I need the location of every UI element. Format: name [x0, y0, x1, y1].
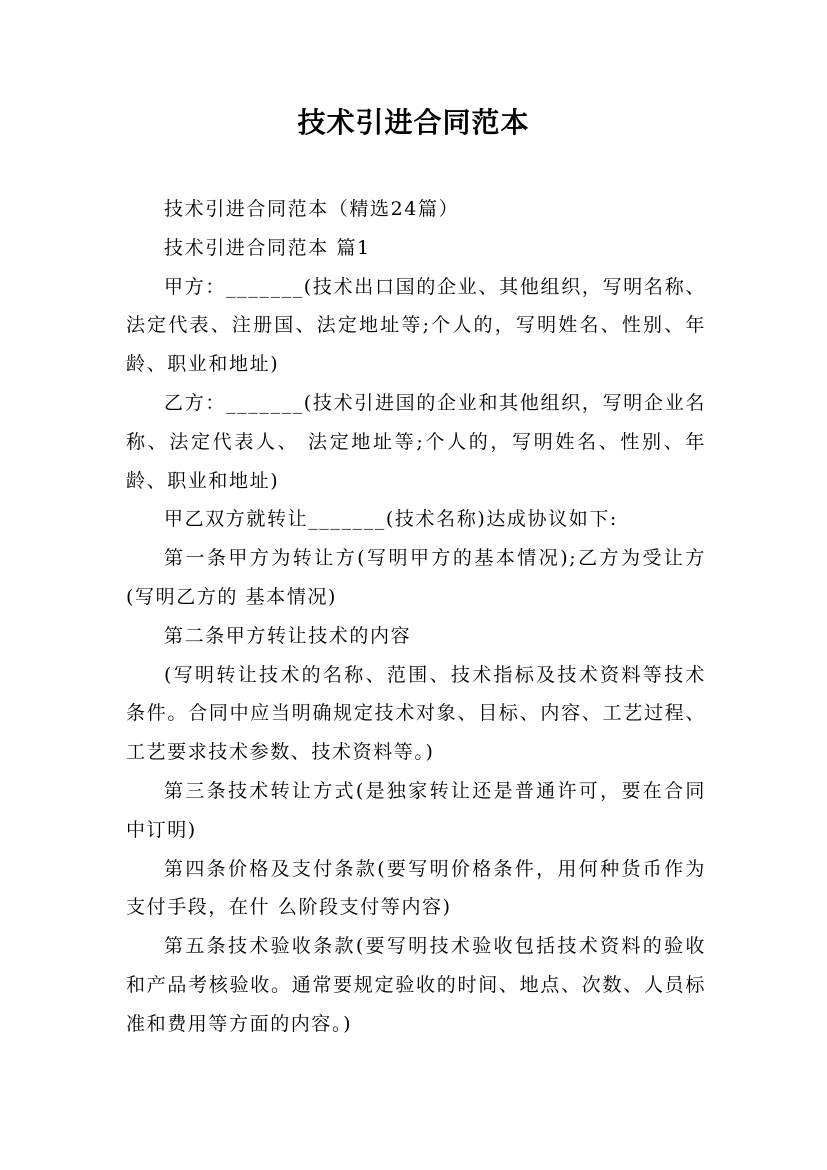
paragraph-agreement: 甲乙双方就转让_______(技术名称)达成协议如下: — [164, 508, 618, 531]
paragraph-article-2-detail: (写明转让技术的名称、范围、技术指标及技术资料等技术条件。合同中应当明确规定技术对象、目标、内容、工艺过程、工艺要求技术参数、技术资料等。) — [126, 663, 706, 764]
paragraph-article-2: 第二条甲方转让技术的内容 — [164, 624, 412, 647]
document-title: 技术引进合同范本 — [297, 106, 530, 139]
paragraph-party-a: 甲方：_______(技术出口国的企业、其他组织，写明名称、法定代表、注册国、法定地址等;个人的，写明姓名、性别、年龄、职业和地址) — [126, 275, 706, 376]
paragraph-article-5: 第五条技术验收条款(要写明技术验收包括技术资料的验收和产品考核验收。通常要规定验收的时间、地点、次数、人员标准和费用等方面的内容。) — [126, 935, 706, 1035]
paragraph-subtitle: 技术引进合同范本（精选24篇） — [164, 198, 460, 220]
paragraph-article-1: 第一条甲方为转让方(写明甲方的基本情况);乙方为受让方(写明乙方的 基本情况) — [126, 547, 706, 608]
document-body — [126, 190, 706, 1044]
paragraph-section-heading: 技术引进合同范本 篇1 — [164, 236, 371, 259]
paragraph-article-4: 第四条价格及支付条款(要写明价格条件，用何种货币作为支付手段，在什 么阶段支付等内容) — [126, 857, 706, 919]
paragraph-article-3: 第三条技术转让方式(是独家转让还是普通许可，要在合同中订明) — [126, 779, 706, 841]
paragraph-party-b: 乙方：_______(技术引进国的企业和其他组织，写明企业名称、法定代表人、 法定地址等;个人的，写明姓名、性别、年龄、职业和地址) — [126, 391, 706, 492]
